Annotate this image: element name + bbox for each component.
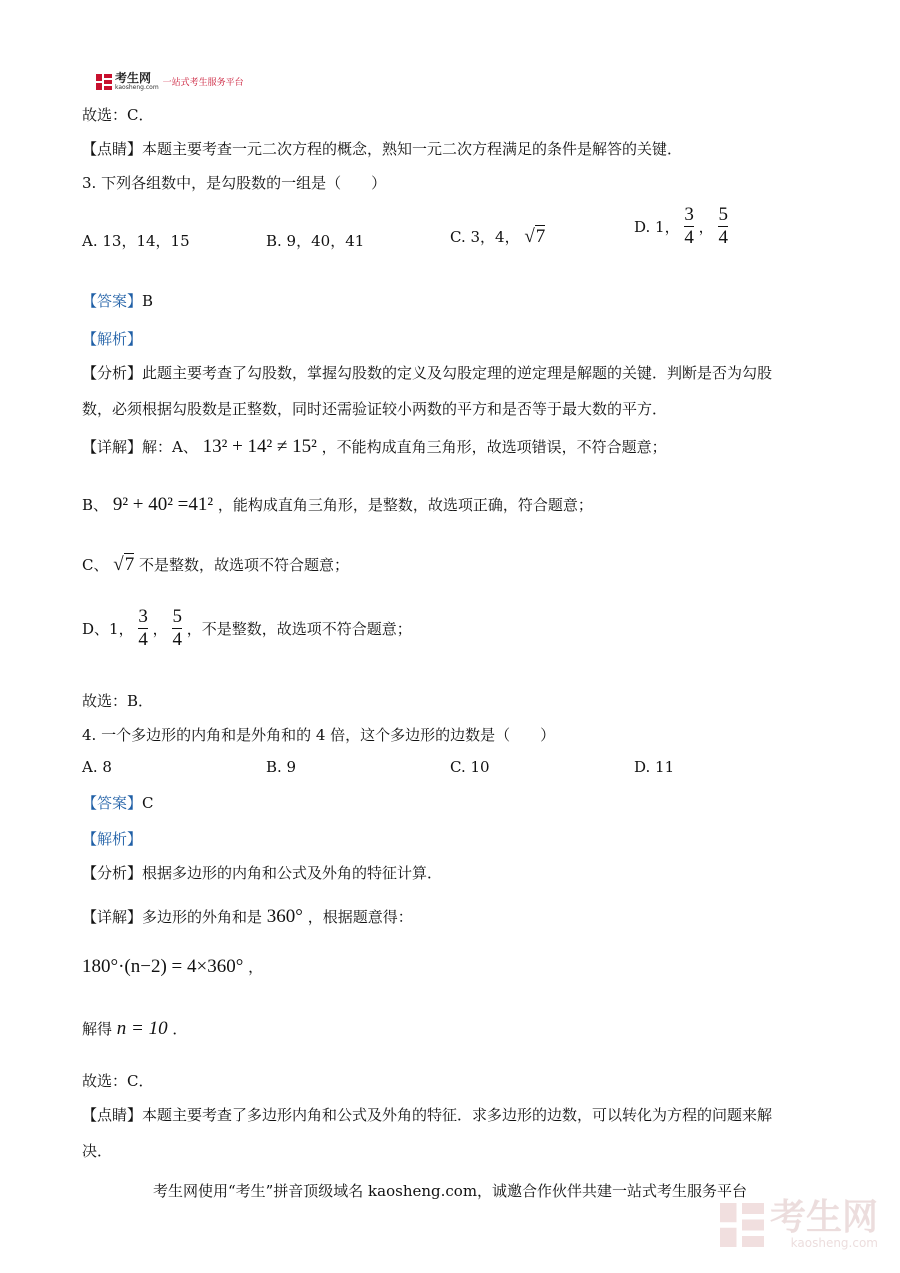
q4-solve <box>82 1018 187 1040</box>
sqrt-7: √7 <box>524 226 546 247</box>
watermark-logo-icon <box>720 1203 764 1247</box>
watermark-brand: 考生网 <box>769 1197 878 1238</box>
detail-c-prefix: C、 <box>82 556 109 574</box>
q4-comment-line1: 【点睛】本题主要考查了多边形内角和公式及外角的特征．求多边形的边数，可以转化为方程的问题来解 <box>82 1106 773 1124</box>
watermark <box>720 1197 878 1250</box>
q3-answer <box>82 290 153 311</box>
q3-analysis-line2: 数，必须根据勾股数是正整数，同时还需验证较小两数的平方和是否等于最大数的平方． <box>82 400 668 418</box>
numerator: 5 <box>172 606 182 627</box>
denominator: 4 <box>684 227 694 248</box>
q3-stem: 3. 下列各组数中，是勾股数的一组是（ ） <box>82 174 387 192</box>
sqrt-7: √7 <box>113 554 135 575</box>
denominator: 4 <box>172 629 182 650</box>
detail-a-text: ，不能构成直角三角形，故选项错误，不符合题意； <box>321 438 667 456</box>
solve-prefix: 解得 <box>82 1020 113 1038</box>
q3-option-a: A. 13，14，15 <box>82 232 190 250</box>
q3-analysis-line1: 【分析】此题主要考查了勾股数，掌握勾股数的定义及勾股定理的逆定理是解题的关键．判断是否为勾股 <box>82 364 773 382</box>
separator: ， <box>152 620 168 638</box>
answer-value: C <box>142 794 154 812</box>
numerator: 5 <box>718 204 728 225</box>
q3-analysis-tag: 【解析】 <box>82 330 143 348</box>
radicand: 7 <box>535 226 546 247</box>
kaosheng-logo-icon <box>96 74 112 90</box>
radicand: 7 <box>124 554 135 575</box>
q3-option-c <box>450 226 545 248</box>
q4-option-c: C. 10 <box>450 758 490 776</box>
numerator: 3 <box>138 606 148 627</box>
q4-stem: 4. 一个多边形的内角和是外角和的 4 倍，这个多边形的边数是（ ） <box>82 726 556 744</box>
detail-suffix: ，根据题意得： <box>307 908 413 926</box>
detail-equation: 360° <box>266 906 303 927</box>
detail-d-prefix: D、1， <box>82 620 134 638</box>
fraction-3-4 <box>684 204 694 249</box>
fraction-5-4 <box>172 606 182 651</box>
q3-option-c-prefix: C. 3，4， <box>450 228 520 246</box>
fraction-3-4 <box>138 606 148 651</box>
q3-option-d-prefix: D. 1， <box>634 218 680 236</box>
q4-answer <box>82 792 154 813</box>
q4-option-d: D. 11 <box>634 758 675 776</box>
answer-value: B <box>142 292 154 310</box>
q4-analysis-tag: 【解析】 <box>82 830 143 848</box>
detail-a-prefix: 【详解】解：A、 <box>82 438 198 456</box>
q4-detail <box>82 906 413 928</box>
q4-option-b: B. 9 <box>266 758 297 776</box>
header-logo <box>96 72 244 91</box>
solve-tail: ． <box>172 1020 188 1038</box>
detail-prefix: 【详解】多边形的外角和是 <box>82 908 263 926</box>
separator: ， <box>698 218 714 236</box>
equation: 180°·(n−2) = 4×360° <box>82 956 244 977</box>
q3-detail-a <box>82 436 667 458</box>
q4-analysis: 【分析】根据多边形的内角和公式及外角的特征计算． <box>82 864 443 882</box>
detail-b-text: ，能构成直角三角形，是整数，故选项正确，符合题意； <box>217 496 593 514</box>
detail-b-equation: 9² + 40² =41² <box>112 494 214 515</box>
q4-choice: 故选：C． <box>82 1072 154 1090</box>
q3-option-d <box>634 204 728 249</box>
q3-detail-b <box>82 494 593 516</box>
q2-comment: 【点睛】本题主要考查一元二次方程的概念，熟知一元二次方程满足的条件是解答的关键． <box>82 140 683 158</box>
solve-equation: n = 10 <box>116 1018 168 1039</box>
watermark-domain: kaosheng.com <box>790 1236 878 1250</box>
q3-detail-c <box>82 554 349 576</box>
q3-option-b: B. 9，40，41 <box>266 232 365 250</box>
q4-option-a: A. 8 <box>82 758 112 776</box>
q3-detail-d <box>82 606 412 651</box>
detail-a-equation: 13² + 14² ≠ 15² <box>202 436 317 457</box>
logo-domain: kaosheng.com <box>115 84 159 91</box>
fraction-5-4 <box>718 204 728 249</box>
logo-brand: 考生网 <box>115 71 152 85</box>
answer-tag: 【答案】 <box>82 794 143 812</box>
denominator: 4 <box>138 629 148 650</box>
q2-choice: 故选：C． <box>82 106 154 124</box>
q3-choice: 故选：B． <box>82 692 154 710</box>
equation-tail: ， <box>248 958 264 976</box>
answer-tag: 【答案】 <box>82 292 143 310</box>
numerator: 3 <box>684 204 694 225</box>
denominator: 4 <box>718 227 728 248</box>
page-footer: 考生网使用“考生”拼音顶级域名 kaosheng.com，诚邀合作伙伴共建一站式考生服务平台 <box>152 1182 748 1200</box>
logo-slogan: 一站式考生服务平台 <box>162 78 244 88</box>
detail-c-text: 不是整数，故选项不符合题意； <box>138 556 349 574</box>
q4-comment-line2: 决． <box>82 1142 113 1160</box>
q4-equation <box>82 956 263 978</box>
detail-b-prefix: B、 <box>82 496 109 514</box>
detail-d-text: ，不是整数，故选项不符合题意； <box>186 620 412 638</box>
